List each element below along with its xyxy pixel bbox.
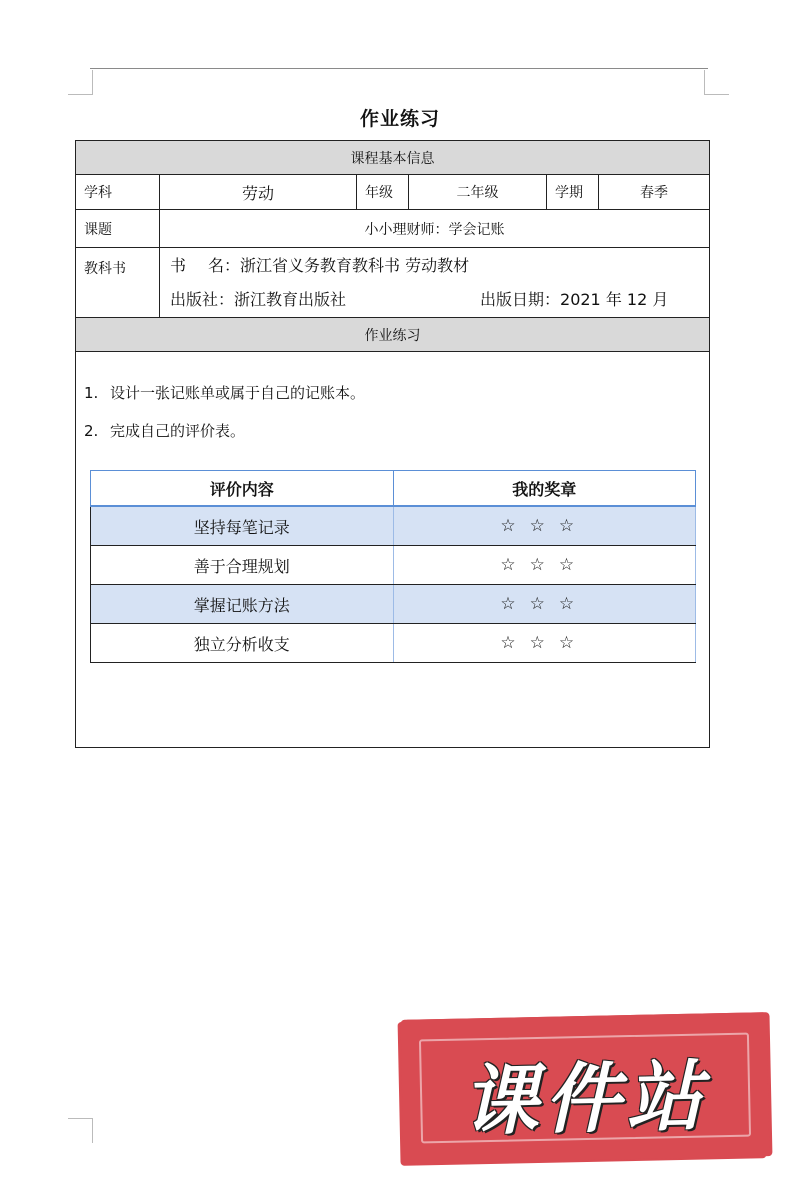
top-margin-line [90, 68, 708, 69]
eval-item: 坚持每笔记录 [91, 506, 394, 546]
table-row [91, 546, 696, 585]
term-label: 学期 [547, 175, 599, 210]
subject-label: 学科 [76, 175, 160, 210]
star-rating[interactable]: ☆☆☆ [393, 585, 696, 624]
grade-label: 年级 [357, 175, 409, 210]
book-name-value: 浙江省义务教育教科书 劳动教材 [240, 255, 470, 275]
homework-header: 作业练习 [76, 318, 710, 352]
course-info-header: 课程基本信息 [76, 141, 710, 175]
subject-value: 劳动 [160, 175, 357, 210]
publisher-value: 浙江教育出版社 [234, 289, 347, 309]
corner-mark-top-left [68, 70, 93, 95]
book-name-label: 书 [170, 255, 187, 275]
publication-date [480, 283, 668, 317]
document-title: 作业练习 [359, 108, 440, 130]
topic-value: 小小理财师：学会记账 [160, 210, 710, 248]
book-name-line [170, 249, 701, 283]
evaluation-table [90, 470, 696, 663]
corner-mark-top-right [704, 70, 729, 95]
eval-item: 独立分析收支 [91, 624, 394, 663]
star-rating[interactable]: ☆☆☆ [393, 506, 696, 546]
task-item [84, 374, 709, 412]
watermark-stamp-logo [401, 1012, 770, 1164]
eval-item: 善于合理规划 [91, 546, 394, 585]
task-text: 设计一张记账单或属于自己的记账本。 [110, 384, 366, 402]
task-item [84, 412, 709, 450]
table-row [91, 624, 696, 663]
textbook-details [160, 248, 710, 318]
eval-header-badge: 我的奖章 [393, 471, 696, 507]
course-info-table [75, 140, 710, 748]
eval-header-content: 评价内容 [91, 471, 394, 507]
task-text: 完成自己的评价表。 [110, 422, 246, 440]
task-list [84, 374, 709, 450]
task-number: 1. [84, 384, 99, 402]
table-row [91, 506, 696, 546]
star-rating[interactable]: ☆☆☆ [393, 624, 696, 663]
corner-mark-bottom-left [68, 1118, 93, 1143]
star-rating[interactable]: ☆☆☆ [393, 546, 696, 585]
publisher-line [170, 283, 701, 317]
pub-date-label: 出版日期： [480, 289, 561, 309]
watermark-text: 课件站 [461, 1051, 710, 1146]
book-name-label-2: 名： [208, 255, 241, 275]
task-number: 2. [84, 422, 99, 440]
term-value: 春季 [599, 175, 710, 210]
eval-item: 掌握记账方法 [91, 585, 394, 624]
table-row [91, 585, 696, 624]
topic-label: 课题 [76, 210, 160, 248]
homework-content [76, 352, 710, 748]
grade-value: 二年级 [409, 175, 547, 210]
publisher-label: 出版社： [170, 289, 235, 309]
pub-date-value: 2021 年 12 月 [560, 289, 669, 309]
textbook-label: 教科书 [76, 248, 160, 318]
